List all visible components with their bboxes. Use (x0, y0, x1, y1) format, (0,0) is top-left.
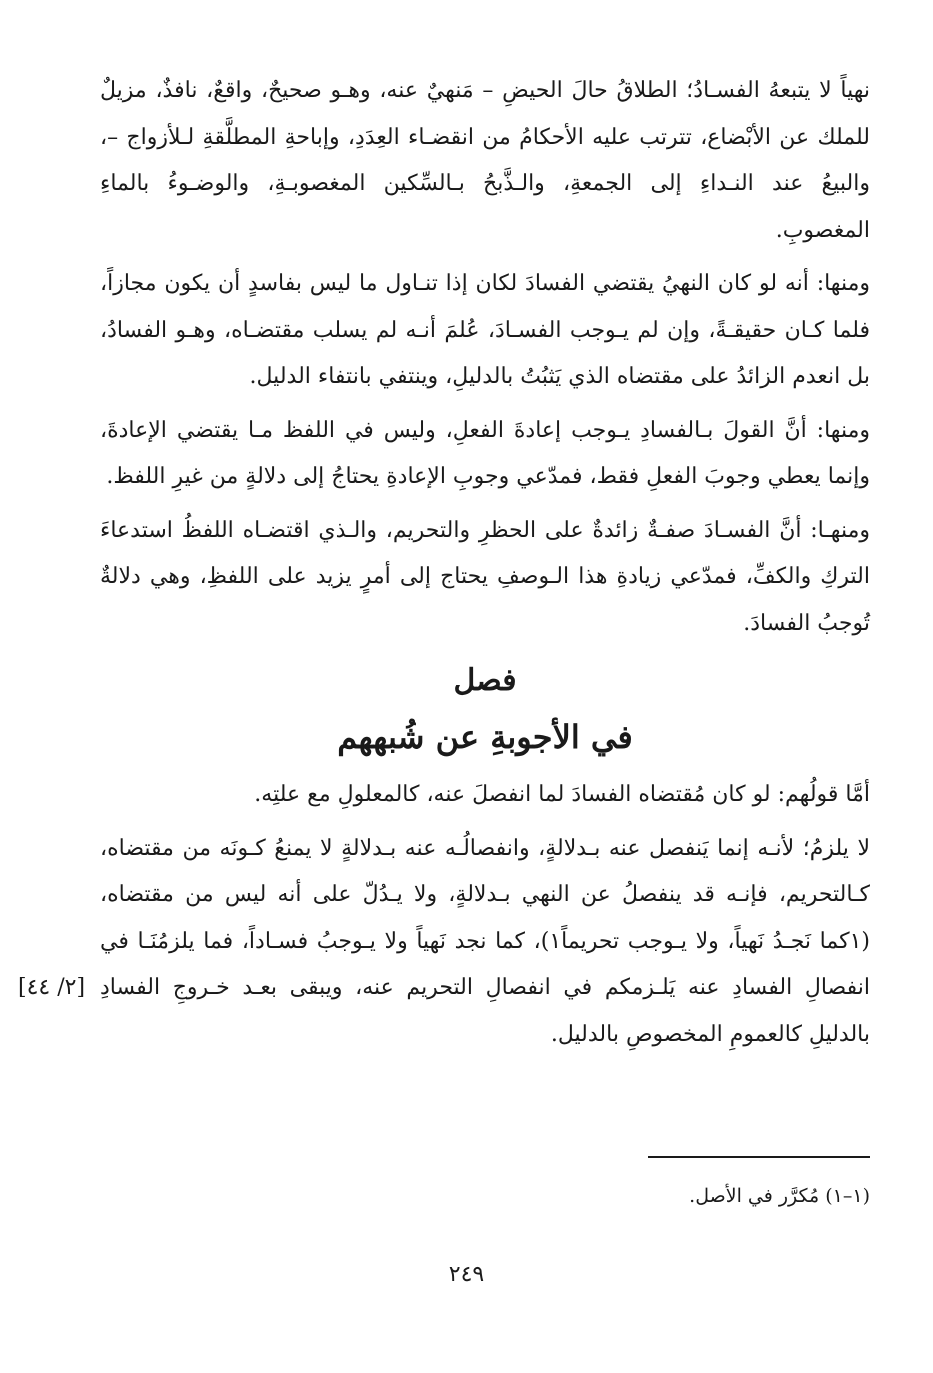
main-text (18, 68, 871, 1065)
answer-response (18, 826, 871, 1059)
paragraph: ومنها: أنه لو كان النهيُ يقتضي الفسادَ لكان إذا تنـاول ما ليس بفاسدٍ أن يكون مجازاً، فلما كـان حقيقـةً، وإن لم يـوجب الفسـادَ، عُلمَ أنـه لم يسلب مقتضـاه، وهـو الفسادُ، بل انعدم الزائدُ على مقتضاه الذي يَثبُتُ بالدليلِ، وينتفي بانتفاء الدليل. (100, 271, 870, 389)
footnote: (١–١) مُكرَّر في الأصل. (689, 1185, 870, 1207)
page-number: ٢٤٩ (448, 1262, 485, 1287)
section-heading (100, 654, 870, 766)
answer-intro: أمَّا قولُهم: لو كان مُقتضاه الفسادَ لما انفصلَ عنه، كالمعلولِ مع علتِه. (254, 782, 870, 807)
paragraph: نهياً لا يتبعهُ الفسـادُ؛ الطلاقُ حالَ الحيضِ – مَنهيٌ عنه، وهـو صحيحٌ، واقعٌ، نافذٌ، مزيلٌ للملك عن الأبْضاع، تترتب عليه الأحكامُ من انقضـاء العِدَدِ، وإباحةِ المطلَّقةِ لـلأزواج –، والبيعُ عند النـداءِ إلى الجمعةِ، والـذَّبحُ بـالسِّكين المغصوبـةِ، والوضـوءُ بالماءِ المغصوبِ. (100, 78, 870, 243)
paragraph: ومنها: أنَّ القولَ بـالفسادِ يـوجب إعادةَ الفعلِ، وليس في اللفظ مـا يقتضي الإعادةَ، وإنما يعطي وجوبَ الفعلِ فقط، فمدّعي وجوبِ الإعادةِ يحتاجُ إلى دلالةٍ من غيرِ اللفظ. (100, 417, 870, 489)
footnote-divider (648, 1156, 870, 1158)
response-text-end: الفسادِ بالدليلِ كالعمومِ المخصوصِ بالدليل. (100, 975, 870, 1047)
manuscript-page-reference: [٢/ ٤٤] (18, 975, 86, 1000)
section-title: فصل (453, 663, 517, 698)
section-subtitle: في الأجوبةِ عن شُبههم (337, 718, 633, 756)
paragraph: ومنهـا: أنَّ الفسـادَ صفـةٌ زائدةٌ على الحظرِ والتحريم، والـذي اقتضـاه اللفظُ استدعاءَ التركِ والكفِّ، فمدّعي زيادةِ هذا الـوصفِ يحتاج إلى أمرٍ يزيد على اللفظِ، وهي دلالةٌ تُوجبُ الفسادَ. (100, 517, 870, 636)
response-text: لا يلزمُ؛ لأنـه إنما يَنفصل عنه بـدلالةٍ، وانفصالُـه عنه بـدلالةٍ لا يمنعُ كـونَه من مقتضاه، كـالتحريم، فإنـه قد ينفصلُ عن النهي بـدلالةٍ، ولا يـدُلّ على أنه ليس من مقتضاه، (١كما نَجـدُ نَهياً، ولا يـوجب تحريماً١)، كما نجد نَهياً ولا يـوجبُ فسـاداً، فما يلزمُنَـا في انفصالِ الفسادِ عنه يَلـزمكم في انفصالِ التحريم عنه، ويبقى بعـد خـروجِ (100, 835, 871, 1000)
